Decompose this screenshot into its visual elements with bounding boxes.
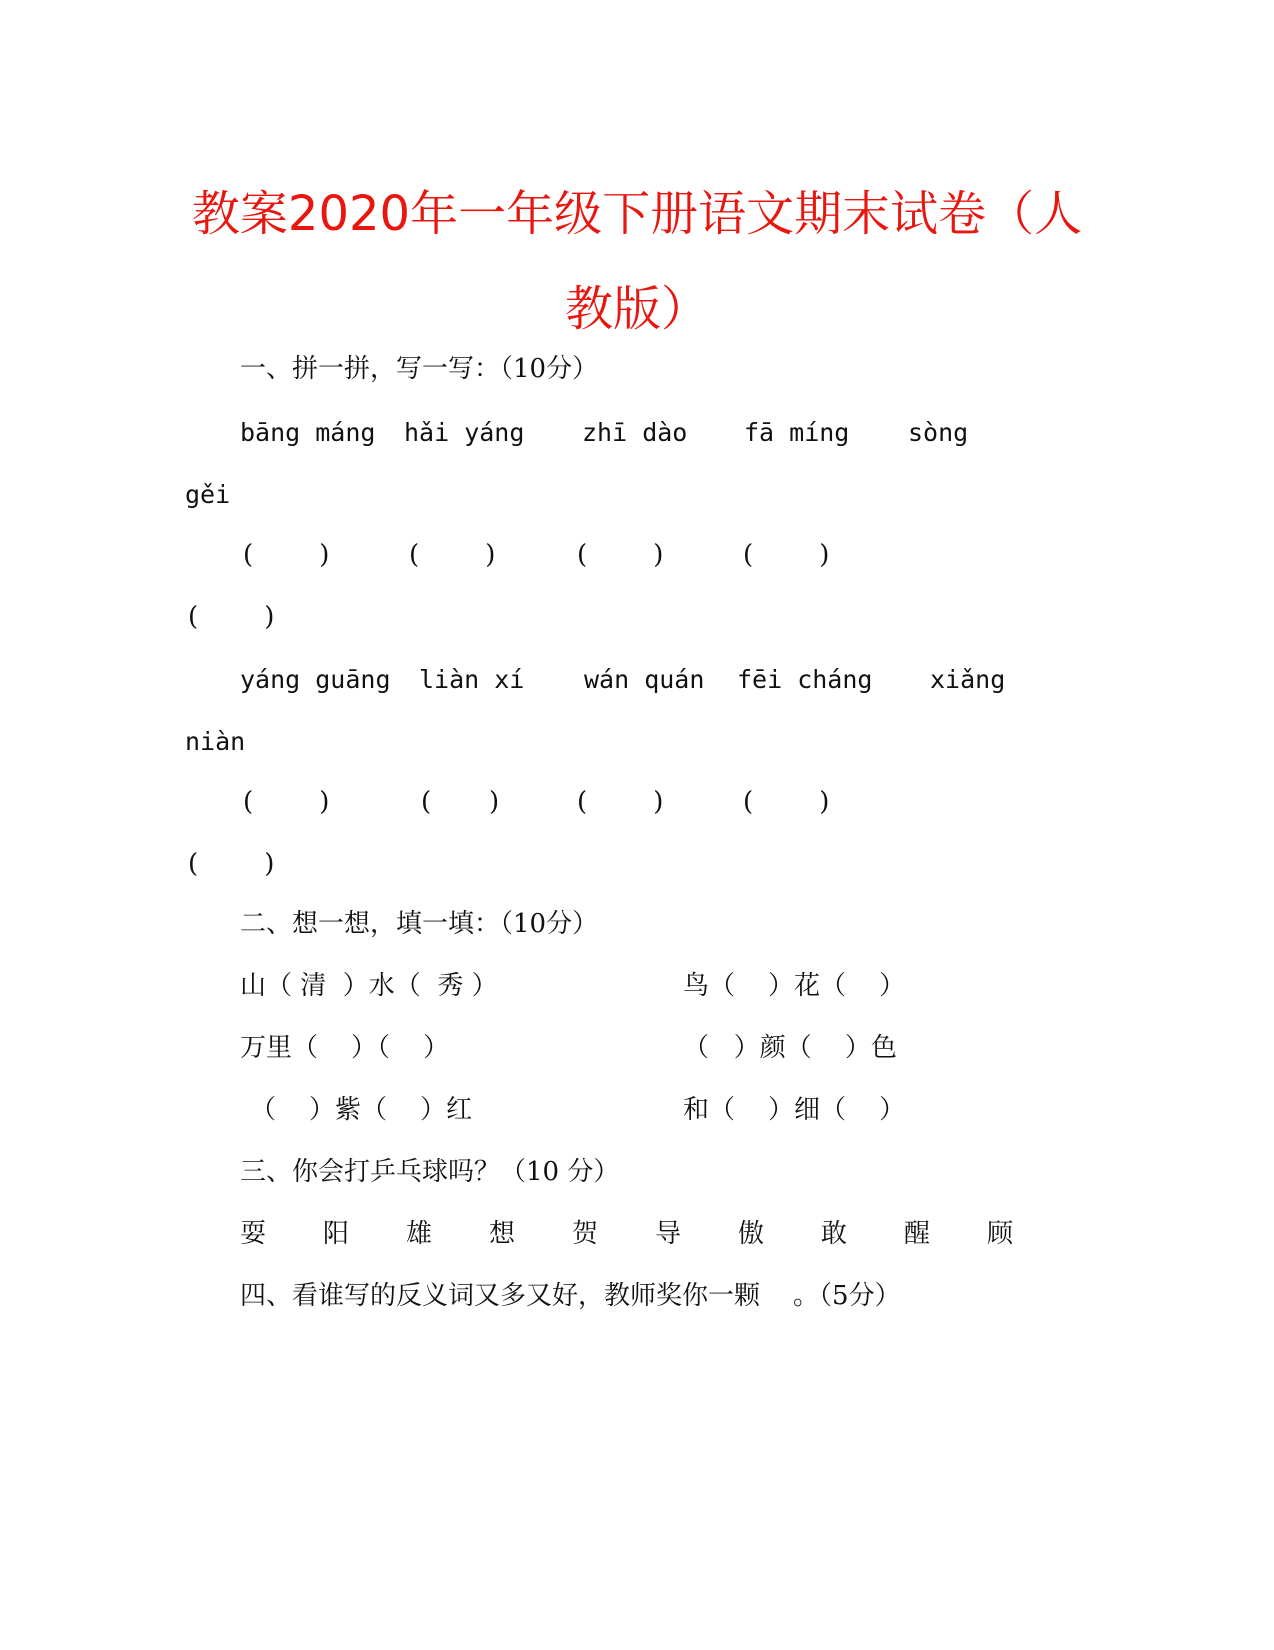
answer-blank[interactable]: ( ) bbox=[243, 540, 330, 570]
answer-blank[interactable]: ( ) bbox=[243, 787, 330, 817]
answer-blank[interactable]: ( ) bbox=[409, 540, 496, 570]
section-1-heading: 一、拼一拼，写一写：（10分） bbox=[240, 354, 599, 384]
character-item: 醒 bbox=[904, 1219, 931, 1249]
pinyin-item: niàn bbox=[185, 727, 246, 756]
answer-blank[interactable]: ( ) bbox=[743, 787, 830, 817]
section-3-heading: 三、你会打乒乓球吗？（10 分） bbox=[240, 1157, 620, 1187]
character-item: 导 bbox=[655, 1219, 682, 1249]
answer-blank[interactable]: ( ) bbox=[743, 540, 830, 570]
answer-blank[interactable]: ( ) bbox=[188, 602, 275, 632]
pinyin-item: xiǎng bbox=[930, 665, 1006, 694]
pinyin-item: yáng guāng bbox=[240, 665, 391, 694]
fill-idiom-item[interactable]: （ ）颜（ ）色 bbox=[683, 1033, 897, 1063]
fill-idiom-item[interactable]: 和（ ）细（ ） bbox=[683, 1095, 906, 1125]
pinyin-item: fā míng bbox=[744, 418, 850, 447]
character-item: 耍 bbox=[240, 1219, 267, 1249]
pinyin-item: fēi cháng bbox=[737, 665, 873, 694]
pinyin-item: zhī dào bbox=[582, 418, 688, 447]
pinyin-item: bāng máng bbox=[240, 418, 376, 447]
answer-blank[interactable]: ( ) bbox=[577, 540, 664, 570]
document-title-line-2: 教版） bbox=[564, 281, 709, 337]
fill-idiom-item[interactable]: 山（ 清 ）水（ 秀 ） bbox=[240, 971, 498, 1001]
section-4-heading: 四、看谁写的反义词又多又好，教师奖你一颗 。（5分） bbox=[240, 1281, 901, 1311]
character-item: 贺 bbox=[572, 1219, 599, 1249]
character-item: 敢 bbox=[821, 1219, 848, 1249]
document-title-line-1: 教案2020年一年级下册语文期末试卷（人 bbox=[191, 186, 1083, 242]
pinyin-item: liàn xí bbox=[419, 665, 525, 694]
fill-idiom-item[interactable]: 万里（ ）（ ） bbox=[240, 1033, 450, 1063]
character-item: 傲 bbox=[738, 1219, 765, 1249]
character-item: 阳 bbox=[323, 1219, 350, 1249]
character-item: 雄 bbox=[406, 1219, 433, 1249]
answer-blank[interactable]: ( ) bbox=[421, 787, 500, 817]
pinyin-item: wán quán bbox=[584, 665, 705, 694]
character-item: 顾 bbox=[987, 1219, 1014, 1249]
answer-blank[interactable]: ( ) bbox=[577, 787, 664, 817]
fill-idiom-item[interactable]: 鸟（ ）花（ ） bbox=[683, 971, 906, 1001]
character-item: 想 bbox=[489, 1219, 516, 1249]
answer-blank[interactable]: ( ) bbox=[188, 849, 275, 879]
pinyin-item: gěi bbox=[185, 480, 231, 509]
fill-idiom-item[interactable]: （ ）紫（ ）红 bbox=[250, 1095, 473, 1125]
pinyin-item: hǎi yáng bbox=[404, 418, 525, 447]
section-2-heading: 二、想一想，填一填：（10分） bbox=[240, 909, 599, 939]
pinyin-item: sòng bbox=[908, 418, 969, 447]
